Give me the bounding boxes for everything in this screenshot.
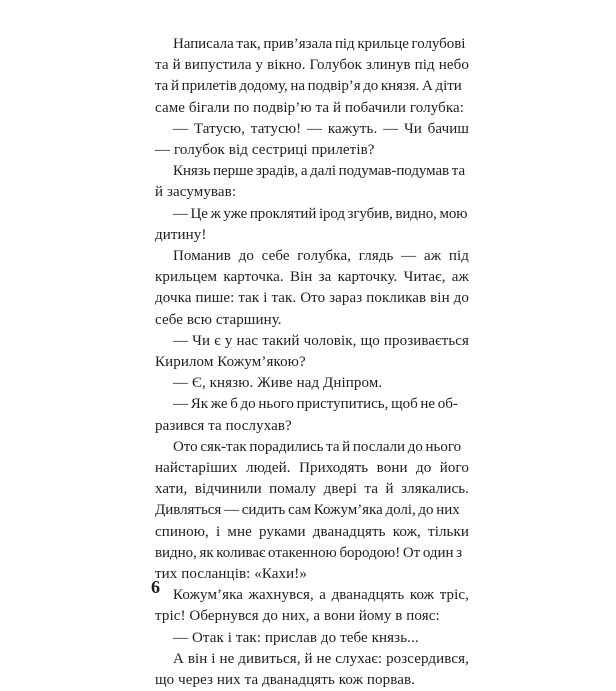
text-line: дитину! xyxy=(155,226,207,243)
text-line: — Як же б до нього приступитись, щоб не об- xyxy=(173,396,458,413)
text-line: спиною, і мне руками дванадцять кож, тільки xyxy=(155,523,470,540)
text-line: Дивляться — сидить сам Кожум’яка долі, до них xyxy=(155,502,460,519)
text-line: й засумував: xyxy=(155,184,237,201)
body-text xyxy=(155,34,469,691)
text-line: тих посланців: «Кахи!» xyxy=(155,566,307,583)
text-line: що через них та дванадцять кож порвав. xyxy=(155,672,416,689)
text-line: — Татусю, татусю! — кажуть. — Чи бачиш xyxy=(173,120,469,137)
text-line: Написала так, прив’язала під крильце голубові xyxy=(173,36,466,52)
text-line: Кожум’яка жахнувся, а дванадцять кож тріс, xyxy=(173,587,470,604)
text-line: А він і не дивиться, й не слухає: розсердився, xyxy=(173,650,469,667)
text-line: найстаріших людей. Приходять вони до його xyxy=(155,460,470,477)
text-line: разився та послухав? xyxy=(155,417,292,434)
text-line: Поманив до себе голубка, глядь — аж під xyxy=(173,248,469,265)
text-line: себе всю старшину. xyxy=(155,311,282,328)
text-line: Кирилом Кожум’якою? xyxy=(155,354,306,371)
text-line: — Це ж уже проклятий ірод згубив, видно, мою xyxy=(173,205,468,222)
text-line: хати, відчинили помалу двері та й злякались. xyxy=(155,481,470,498)
text-line: — Отак і так: прислав до тебе князь... xyxy=(173,629,419,646)
text-line: — Чи є у нас такий чоловік, що прозивається xyxy=(173,332,470,349)
text-line: крильцем карточка. Він за карточку. Читає, аж xyxy=(155,269,470,286)
page-number: 6 xyxy=(151,577,160,597)
text-line: видно, як коливає отакенною бородою! От один з xyxy=(155,544,463,561)
text-line: дочка пише: так і так. Ото зараз покликав він до xyxy=(155,290,469,307)
text-line: Князь перше зрадів, а далі подумав-подумав та xyxy=(173,163,466,180)
text-line: та й прилетів додому, на подвір’я до князя. А діти xyxy=(155,78,462,95)
text-line: та й випустила у вікно. Голубок злинув під небо xyxy=(155,57,469,74)
text-line: — голубок від сестриці прилетів? xyxy=(155,142,375,159)
text-line: тріс! Обернувся до них, а вони йому в пояс: xyxy=(155,608,440,625)
text-line: Ото сяк-так порадились та й послали до нього xyxy=(173,438,462,455)
text-line: саме бігали по подвір’ю та й побачили голубка: xyxy=(155,99,465,116)
text-line: — Є, князю. Живе над Дніпром. xyxy=(173,375,383,392)
